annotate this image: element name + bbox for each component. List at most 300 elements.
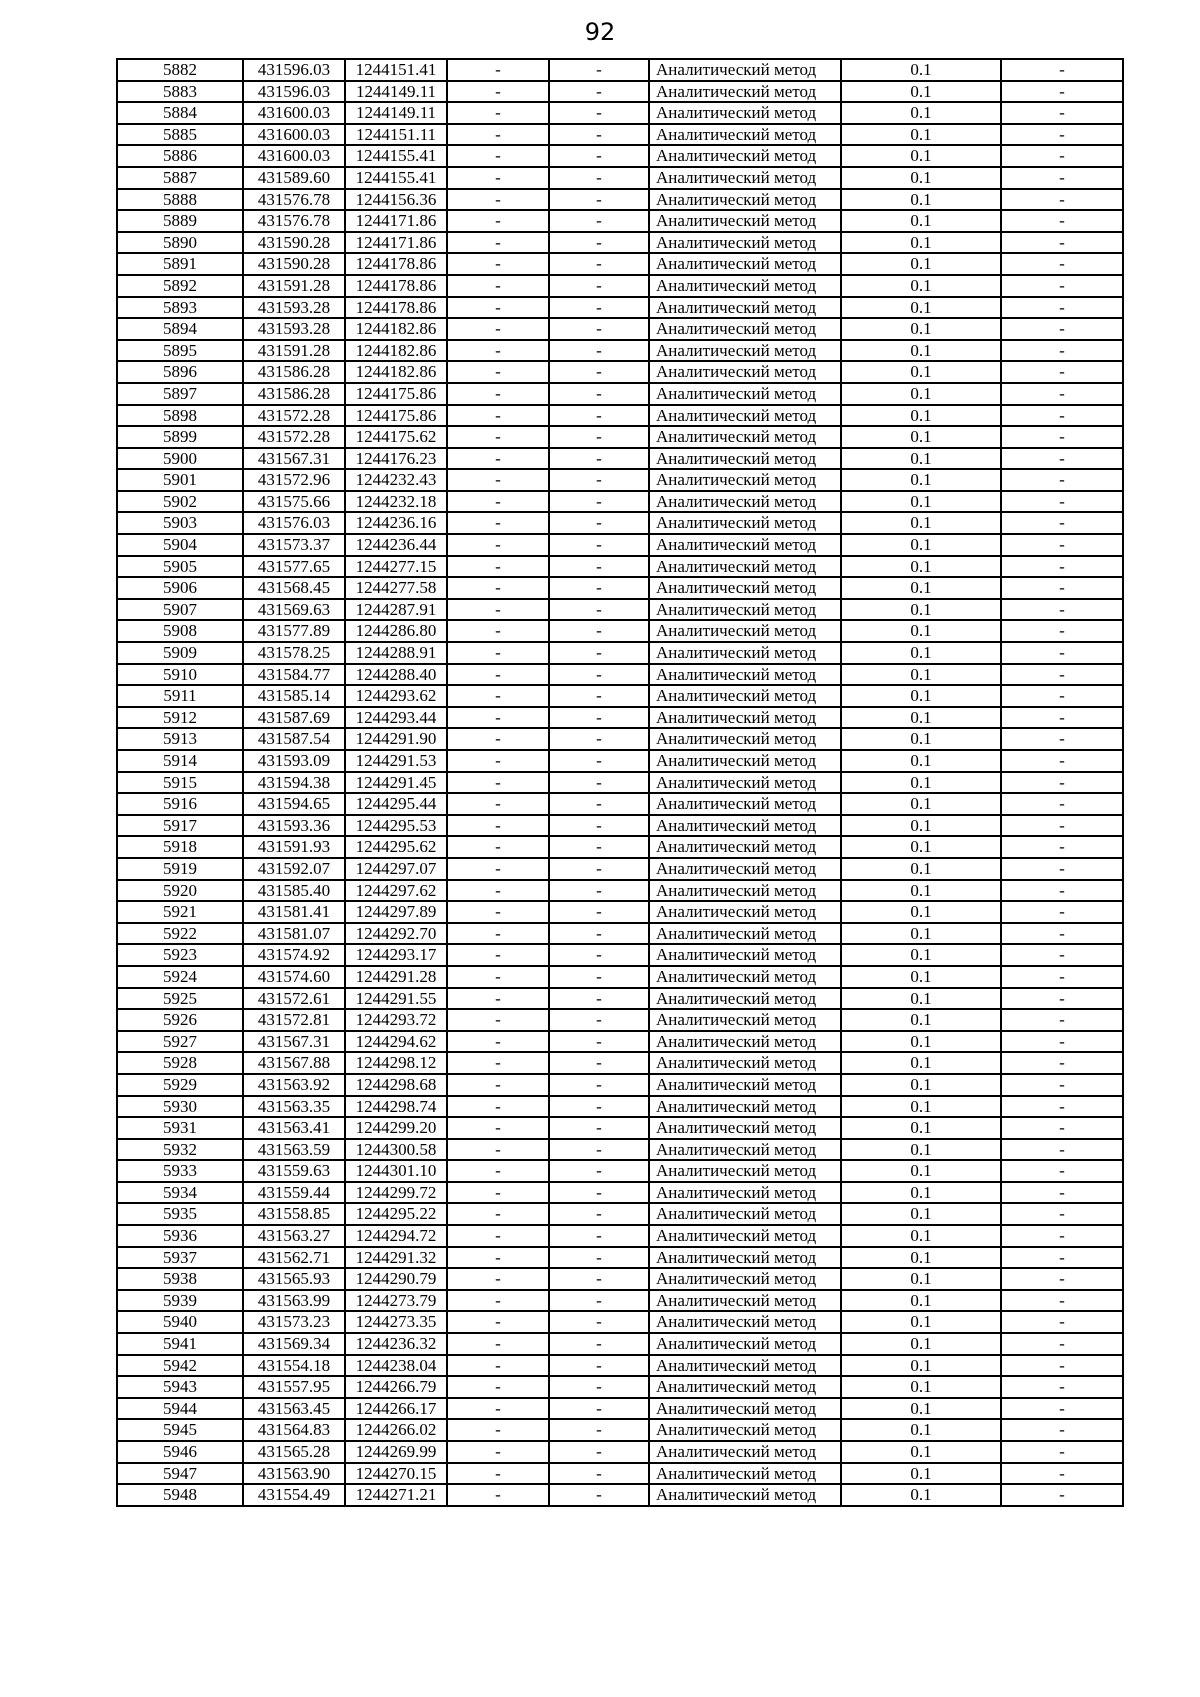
x-coordinate-cell: 431562.71 [243,1247,345,1269]
accuracy-cell: 0.1 [841,620,1001,642]
table-row [117,59,1123,81]
y-coordinate-cell: 1244236.32 [345,1333,447,1355]
y-coordinate-cell: 1244277.15 [345,556,447,578]
table-row [117,1376,1123,1398]
accuracy-cell: 0.1 [841,685,1001,707]
table-row [117,1052,1123,1074]
col5-cell: - [549,59,649,81]
accuracy-cell: 0.1 [841,145,1001,167]
x-coordinate-cell: 431596.03 [243,59,345,81]
y-coordinate-cell: 1244298.68 [345,1074,447,1096]
x-coordinate-cell: 431572.61 [243,988,345,1010]
accuracy-cell: 0.1 [841,1096,1001,1118]
col8-cell: - [1001,512,1123,534]
accuracy-cell: 0.1 [841,124,1001,146]
y-coordinate-cell: 1244270.15 [345,1463,447,1485]
table-row [117,512,1123,534]
method-cell: Аналитический метод [649,340,841,362]
col4-cell: - [447,448,549,470]
x-coordinate-cell: 431592.07 [243,858,345,880]
method-cell: Аналитический метод [649,988,841,1010]
point-number-cell: 5940 [117,1311,243,1333]
y-coordinate-cell: 1244171.86 [345,232,447,254]
col4-cell: - [447,512,549,534]
x-coordinate-cell: 431586.28 [243,361,345,383]
col8-cell: - [1001,1117,1123,1139]
method-cell: Аналитический метод [649,534,841,556]
table-row [117,923,1123,945]
col4-cell: - [447,772,549,794]
accuracy-cell: 0.1 [841,318,1001,340]
col5-cell: - [549,944,649,966]
x-coordinate-cell: 431568.45 [243,577,345,599]
point-number-cell: 5926 [117,1009,243,1031]
y-coordinate-cell: 1244293.44 [345,707,447,729]
accuracy-cell: 0.1 [841,297,1001,319]
col5-cell: - [549,1117,649,1139]
x-coordinate-cell: 431577.89 [243,620,345,642]
table-row [117,577,1123,599]
col4-cell: - [447,664,549,686]
method-cell: Аналитический метод [649,232,841,254]
col8-cell: - [1001,361,1123,383]
col8-cell: - [1001,340,1123,362]
col5-cell: - [549,1247,649,1269]
y-coordinate-cell: 1244288.91 [345,642,447,664]
col8-cell: - [1001,405,1123,427]
col8-cell: - [1001,1182,1123,1204]
col5-cell: - [549,750,649,772]
x-coordinate-cell: 431569.63 [243,599,345,621]
table-row [117,599,1123,621]
method-cell: Аналитический метод [649,944,841,966]
coordinates-table [116,58,1124,1507]
col4-cell: - [447,405,549,427]
method-cell: Аналитический метод [649,620,841,642]
col8-cell: - [1001,1074,1123,1096]
x-coordinate-cell: 431600.03 [243,145,345,167]
method-cell: Аналитический метод [649,1096,841,1118]
y-coordinate-cell: 1244178.86 [345,297,447,319]
col5-cell: - [549,340,649,362]
x-coordinate-cell: 431587.69 [243,707,345,729]
y-coordinate-cell: 1244295.22 [345,1203,447,1225]
col5-cell: - [549,491,649,513]
col5-cell: - [549,1139,649,1161]
point-number-cell: 5891 [117,253,243,275]
accuracy-cell: 0.1 [841,59,1001,81]
method-cell: Аналитический метод [649,145,841,167]
col4-cell: - [447,1311,549,1333]
method-cell: Аналитический метод [649,1398,841,1420]
y-coordinate-cell: 1244149.11 [345,81,447,103]
x-coordinate-cell: 431558.85 [243,1203,345,1225]
col4-cell: - [447,145,549,167]
x-coordinate-cell: 431577.65 [243,556,345,578]
table-row [117,1182,1123,1204]
col8-cell: - [1001,1139,1123,1161]
x-coordinate-cell: 431557.95 [243,1376,345,1398]
col5-cell: - [549,448,649,470]
col8-cell: - [1001,469,1123,491]
method-cell: Аналитический метод [649,253,841,275]
y-coordinate-cell: 1244155.41 [345,167,447,189]
x-coordinate-cell: 431596.03 [243,81,345,103]
point-number-cell: 5885 [117,124,243,146]
y-coordinate-cell: 1244238.04 [345,1355,447,1377]
x-coordinate-cell: 431574.60 [243,966,345,988]
y-coordinate-cell: 1244151.41 [345,59,447,81]
method-cell: Аналитический метод [649,81,841,103]
method-cell: Аналитический метод [649,1074,841,1096]
x-coordinate-cell: 431593.09 [243,750,345,772]
y-coordinate-cell: 1244232.43 [345,469,447,491]
accuracy-cell: 0.1 [841,1419,1001,1441]
accuracy-cell: 0.1 [841,988,1001,1010]
point-number-cell: 5894 [117,318,243,340]
x-coordinate-cell: 431594.65 [243,793,345,815]
accuracy-cell: 0.1 [841,599,1001,621]
table-body [117,59,1123,1506]
y-coordinate-cell: 1244291.28 [345,966,447,988]
col4-cell: - [447,858,549,880]
col5-cell: - [549,1182,649,1204]
table-row [117,448,1123,470]
y-coordinate-cell: 1244301.10 [345,1160,447,1182]
method-cell: Аналитический метод [649,1463,841,1485]
method-cell: Аналитический метод [649,1290,841,1312]
point-number-cell: 5888 [117,189,243,211]
col5-cell: - [549,1225,649,1247]
accuracy-cell: 0.1 [841,836,1001,858]
table-row [117,124,1123,146]
accuracy-cell: 0.1 [841,1160,1001,1182]
col4-cell: - [447,685,549,707]
point-number-cell: 5948 [117,1484,243,1506]
col8-cell: - [1001,1333,1123,1355]
table-row [117,793,1123,815]
col5-cell: - [549,318,649,340]
accuracy-cell: 0.1 [841,210,1001,232]
method-cell: Аналитический метод [649,318,841,340]
col4-cell: - [447,1096,549,1118]
point-number-cell: 5898 [117,405,243,427]
y-coordinate-cell: 1244178.86 [345,275,447,297]
table-row [117,405,1123,427]
table-row [117,534,1123,556]
accuracy-cell: 0.1 [841,556,1001,578]
method-cell: Аналитический метод [649,966,841,988]
y-coordinate-cell: 1244294.72 [345,1225,447,1247]
method-cell: Аналитический метод [649,1160,841,1182]
point-number-cell: 5925 [117,988,243,1010]
col5-cell: - [549,469,649,491]
col5-cell: - [549,988,649,1010]
col4-cell: - [447,167,549,189]
point-number-cell: 5924 [117,966,243,988]
y-coordinate-cell: 1244295.62 [345,836,447,858]
method-cell: Аналитический метод [649,1484,841,1506]
x-coordinate-cell: 431563.92 [243,1074,345,1096]
table-row [117,81,1123,103]
col8-cell: - [1001,685,1123,707]
accuracy-cell: 0.1 [841,858,1001,880]
col8-cell: - [1001,923,1123,945]
y-coordinate-cell: 1244271.21 [345,1484,447,1506]
y-coordinate-cell: 1244236.16 [345,512,447,534]
table-row [117,275,1123,297]
x-coordinate-cell: 431569.34 [243,1333,345,1355]
accuracy-cell: 0.1 [841,815,1001,837]
col4-cell: - [447,815,549,837]
method-cell: Аналитический метод [649,102,841,124]
method-cell: Аналитический метод [649,1203,841,1225]
method-cell: Аналитический метод [649,1376,841,1398]
table-row [117,642,1123,664]
accuracy-cell: 0.1 [841,1268,1001,1290]
table-row [117,491,1123,513]
col5-cell: - [549,102,649,124]
col8-cell: - [1001,1290,1123,1312]
col5-cell: - [549,1441,649,1463]
x-coordinate-cell: 431564.83 [243,1419,345,1441]
y-coordinate-cell: 1244287.91 [345,599,447,621]
col5-cell: - [549,642,649,664]
col5-cell: - [549,1052,649,1074]
table-row [117,772,1123,794]
table-row [117,1225,1123,1247]
x-coordinate-cell: 431578.25 [243,642,345,664]
col4-cell: - [447,253,549,275]
col8-cell: - [1001,966,1123,988]
y-coordinate-cell: 1244290.79 [345,1268,447,1290]
col5-cell: - [549,858,649,880]
col5-cell: - [549,275,649,297]
col4-cell: - [447,923,549,945]
point-number-cell: 5922 [117,923,243,945]
col8-cell: - [1001,426,1123,448]
point-number-cell: 5941 [117,1333,243,1355]
col5-cell: - [549,599,649,621]
accuracy-cell: 0.1 [841,923,1001,945]
col5-cell: - [549,1419,649,1441]
col8-cell: - [1001,1311,1123,1333]
accuracy-cell: 0.1 [841,1441,1001,1463]
point-number-cell: 5892 [117,275,243,297]
point-number-cell: 5904 [117,534,243,556]
method-cell: Аналитический метод [649,728,841,750]
table-row [117,858,1123,880]
method-cell: Аналитический метод [649,405,841,427]
accuracy-cell: 0.1 [841,1225,1001,1247]
y-coordinate-cell: 1244291.32 [345,1247,447,1269]
col4-cell: - [447,297,549,319]
x-coordinate-cell: 431586.28 [243,383,345,405]
col8-cell: - [1001,1203,1123,1225]
y-coordinate-cell: 1244155.41 [345,145,447,167]
col5-cell: - [549,1311,649,1333]
col5-cell: - [549,577,649,599]
accuracy-cell: 0.1 [841,491,1001,513]
col4-cell: - [447,426,549,448]
col5-cell: - [549,901,649,923]
y-coordinate-cell: 1244149.11 [345,102,447,124]
point-number-cell: 5903 [117,512,243,534]
table-row [117,1419,1123,1441]
table-row [117,383,1123,405]
col5-cell: - [549,1463,649,1485]
col5-cell: - [549,297,649,319]
col5-cell: - [549,1398,649,1420]
col4-cell: - [447,966,549,988]
y-coordinate-cell: 1244298.12 [345,1052,447,1074]
accuracy-cell: 0.1 [841,1398,1001,1420]
point-number-cell: 5942 [117,1355,243,1377]
method-cell: Аналитический метод [649,297,841,319]
x-coordinate-cell: 431563.27 [243,1225,345,1247]
point-number-cell: 5917 [117,815,243,837]
y-coordinate-cell: 1244291.53 [345,750,447,772]
col5-cell: - [549,556,649,578]
x-coordinate-cell: 431585.40 [243,880,345,902]
x-coordinate-cell: 431574.92 [243,944,345,966]
method-cell: Аналитический метод [649,858,841,880]
table-row [117,1268,1123,1290]
col4-cell: - [447,1441,549,1463]
method-cell: Аналитический метод [649,923,841,945]
col4-cell: - [447,318,549,340]
table-row [117,189,1123,211]
x-coordinate-cell: 431563.59 [243,1139,345,1161]
point-number-cell: 5936 [117,1225,243,1247]
col4-cell: - [447,556,549,578]
col4-cell: - [447,1484,549,1506]
col5-cell: - [549,81,649,103]
y-coordinate-cell: 1244291.55 [345,988,447,1010]
x-coordinate-cell: 431575.66 [243,491,345,513]
col4-cell: - [447,577,549,599]
method-cell: Аналитический метод [649,880,841,902]
x-coordinate-cell: 431589.60 [243,167,345,189]
col4-cell: - [447,750,549,772]
col8-cell: - [1001,1268,1123,1290]
accuracy-cell: 0.1 [841,1484,1001,1506]
table-row [117,1484,1123,1506]
x-coordinate-cell: 431593.36 [243,815,345,837]
method-cell: Аналитический метод [649,1031,841,1053]
accuracy-cell: 0.1 [841,167,1001,189]
method-cell: Аналитический метод [649,1139,841,1161]
table-row [117,901,1123,923]
table-row [117,707,1123,729]
point-number-cell: 5887 [117,167,243,189]
col8-cell: - [1001,1160,1123,1182]
col8-cell: - [1001,836,1123,858]
col8-cell: - [1001,491,1123,513]
x-coordinate-cell: 431576.78 [243,189,345,211]
col8-cell: - [1001,1398,1123,1420]
point-number-cell: 5915 [117,772,243,794]
point-number-cell: 5931 [117,1117,243,1139]
x-coordinate-cell: 431572.81 [243,1009,345,1031]
point-number-cell: 5945 [117,1419,243,1441]
col4-cell: - [447,1355,549,1377]
y-coordinate-cell: 1244297.89 [345,901,447,923]
y-coordinate-cell: 1244156.36 [345,189,447,211]
x-coordinate-cell: 431581.41 [243,901,345,923]
col4-cell: - [447,59,549,81]
method-cell: Аналитический метод [649,642,841,664]
col5-cell: - [549,534,649,556]
col8-cell: - [1001,599,1123,621]
method-cell: Аналитический метод [649,1333,841,1355]
col4-cell: - [447,1463,549,1485]
y-coordinate-cell: 1244286.80 [345,620,447,642]
method-cell: Аналитический метод [649,383,841,405]
col8-cell: - [1001,275,1123,297]
x-coordinate-cell: 431576.78 [243,210,345,232]
y-coordinate-cell: 1244273.79 [345,1290,447,1312]
col4-cell: - [447,1419,549,1441]
accuracy-cell: 0.1 [841,1355,1001,1377]
accuracy-cell: 0.1 [841,405,1001,427]
accuracy-cell: 0.1 [841,966,1001,988]
point-number-cell: 5882 [117,59,243,81]
y-coordinate-cell: 1244171.86 [345,210,447,232]
col8-cell: - [1001,1376,1123,1398]
table-row [117,1290,1123,1312]
col4-cell: - [447,1031,549,1053]
accuracy-cell: 0.1 [841,728,1001,750]
col4-cell: - [447,901,549,923]
col8-cell: - [1001,901,1123,923]
col4-cell: - [447,340,549,362]
table-row [117,297,1123,319]
col5-cell: - [549,1290,649,1312]
method-cell: Аналитический метод [649,901,841,923]
point-number-cell: 5906 [117,577,243,599]
accuracy-cell: 0.1 [841,707,1001,729]
y-coordinate-cell: 1244266.79 [345,1376,447,1398]
y-coordinate-cell: 1244293.62 [345,685,447,707]
x-coordinate-cell: 431572.28 [243,405,345,427]
table-row [117,988,1123,1010]
col8-cell: - [1001,232,1123,254]
col8-cell: - [1001,664,1123,686]
method-cell: Аналитический метод [649,1009,841,1031]
col5-cell: - [549,1096,649,1118]
col5-cell: - [549,210,649,232]
col4-cell: - [447,728,549,750]
x-coordinate-cell: 431591.28 [243,275,345,297]
col4-cell: - [447,880,549,902]
col8-cell: - [1001,556,1123,578]
table-row [117,1117,1123,1139]
table-row [117,1463,1123,1485]
method-cell: Аналитический метод [649,793,841,815]
method-cell: Аналитический метод [649,1225,841,1247]
y-coordinate-cell: 1244297.62 [345,880,447,902]
y-coordinate-cell: 1244266.17 [345,1398,447,1420]
table-row [117,167,1123,189]
method-cell: Аналитический метод [649,361,841,383]
x-coordinate-cell: 431563.45 [243,1398,345,1420]
y-coordinate-cell: 1244291.45 [345,772,447,794]
accuracy-cell: 0.1 [841,253,1001,275]
x-coordinate-cell: 431581.07 [243,923,345,945]
col8-cell: - [1001,297,1123,319]
col4-cell: - [447,491,549,513]
